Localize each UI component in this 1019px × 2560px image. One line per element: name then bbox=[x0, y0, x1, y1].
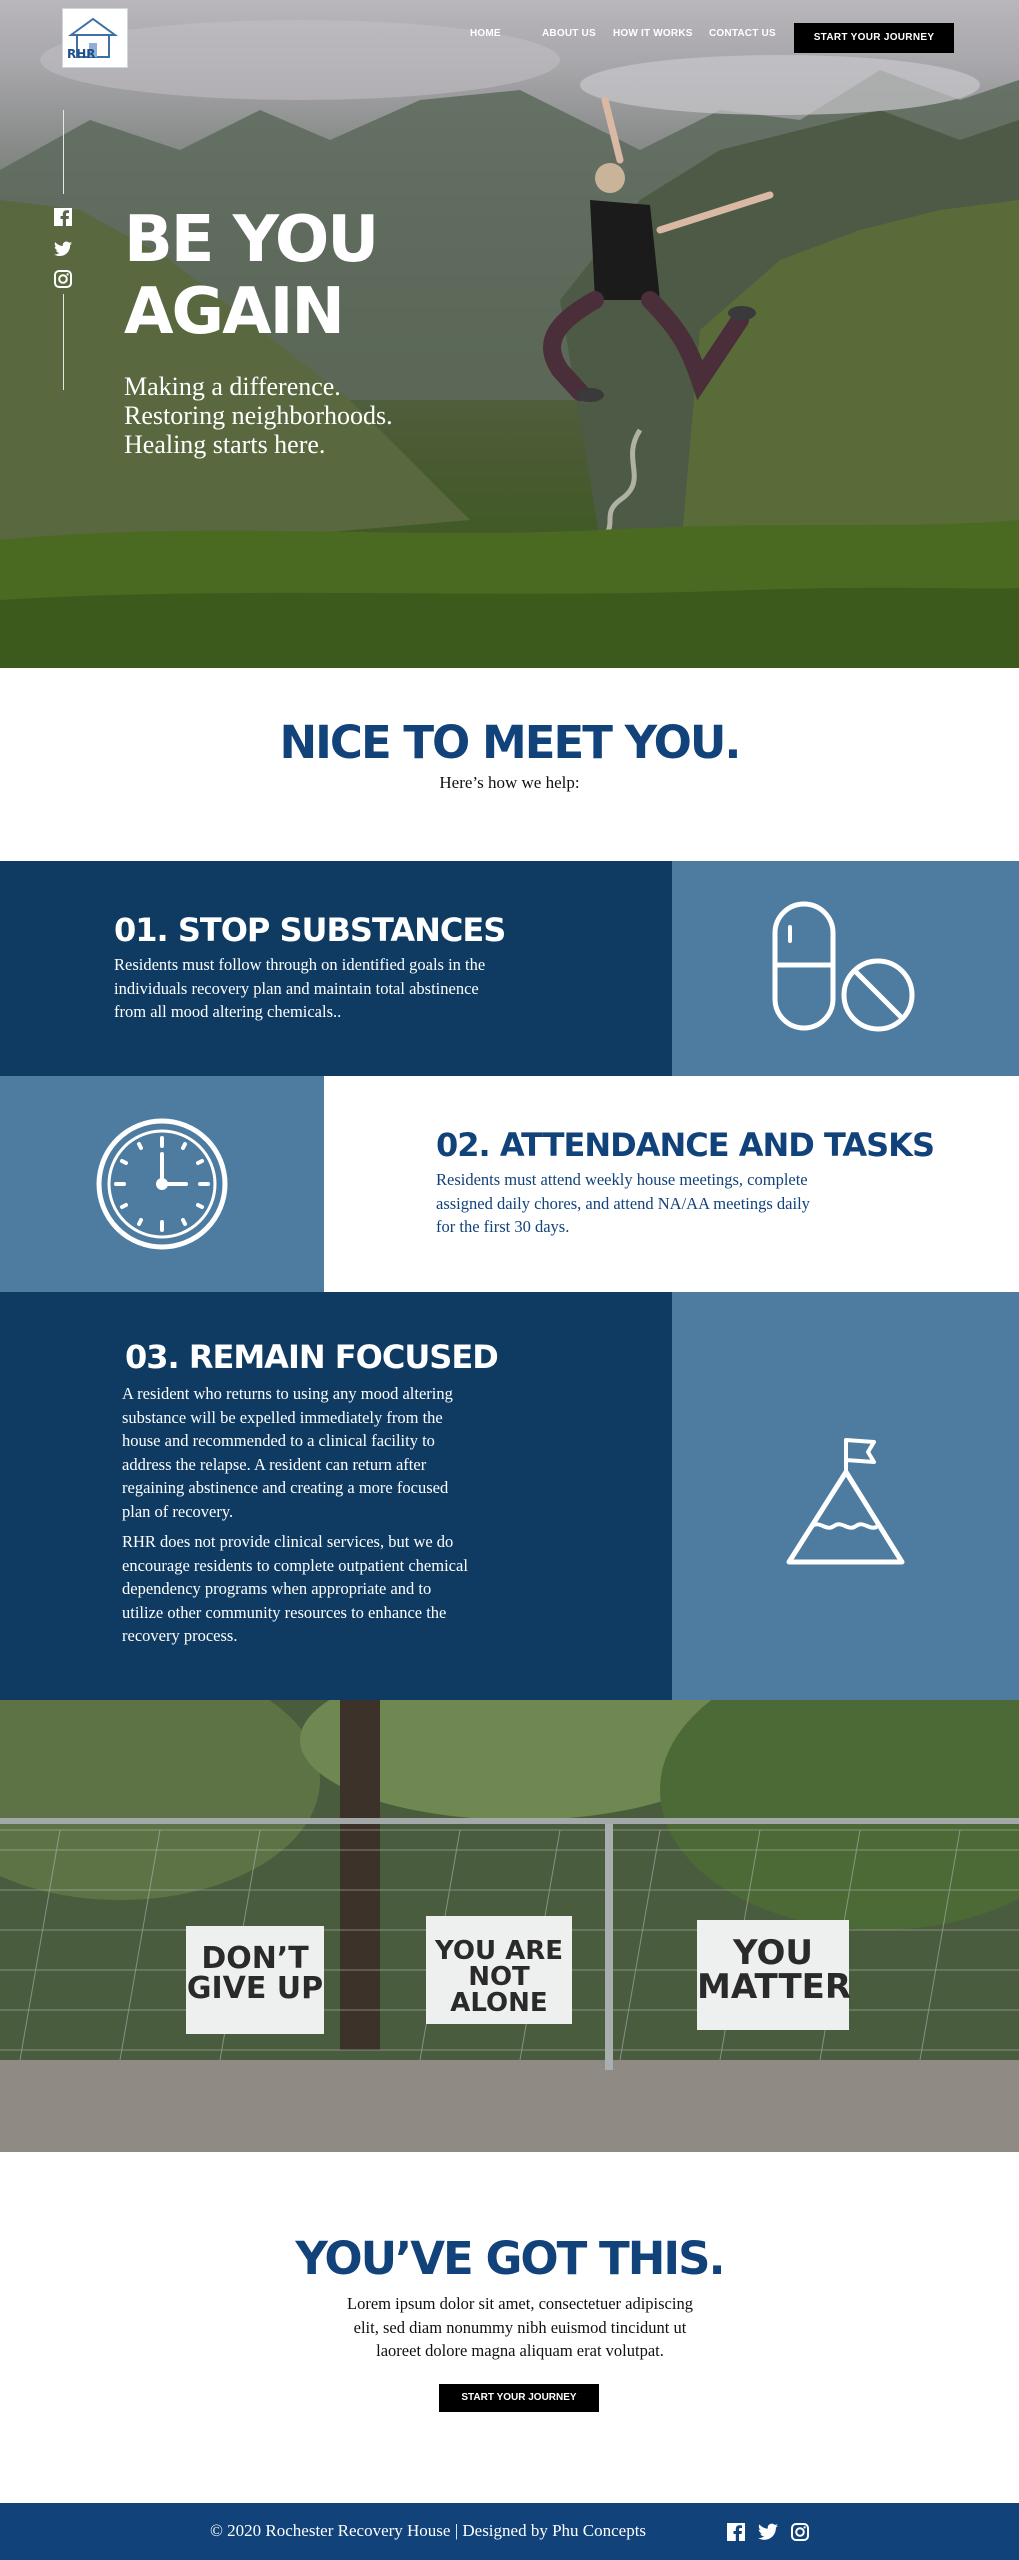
closing-start-journey-button[interactable]: START YOUR JOURNEY bbox=[439, 2384, 599, 2412]
facebook-icon[interactable] bbox=[727, 2523, 745, 2541]
step-1-body bbox=[114, 953, 634, 1024]
step-1-body-line-3: from all mood altering chemicals.. bbox=[114, 1002, 342, 1021]
step-1-title: 01. STOP SUBSTANCES bbox=[114, 911, 506, 949]
sign-2-line-1: YOU ARE bbox=[434, 1936, 564, 1966]
step-3-body-line-4: address the relapse. A resident can return after bbox=[122, 1454, 427, 1474]
social-rail-divider-top bbox=[63, 110, 64, 194]
social-rail-divider-bottom bbox=[63, 294, 64, 390]
fence-signs-photo bbox=[0, 1700, 1019, 2152]
step-3-body-line-6: plan of recovery. bbox=[122, 1501, 234, 1521]
nav-about-us[interactable]: ABOUT US bbox=[542, 28, 596, 39]
twitter-icon[interactable] bbox=[758, 2523, 778, 2541]
sign-1-line-1: DON’T bbox=[201, 1941, 309, 1976]
step-3-body-line-3: house and recommended to a clinical facility to bbox=[122, 1431, 435, 1450]
step-3-body-line-2: substance will be expelled immediately from the bbox=[122, 1407, 443, 1427]
sign-3-line-2: MATTER bbox=[697, 1967, 852, 2007]
closing-body-line-3: laoreet dolore magna aliquam erat volutpat. bbox=[376, 2341, 664, 2360]
step-3-body2-line-4: utilize other community resources to enhance the bbox=[122, 1602, 447, 1622]
step-3-body2-line-2: encourage residents to complete outpatient chemical bbox=[122, 1555, 468, 1575]
step-2-text-panel bbox=[324, 1076, 1019, 1292]
sign-you-are-not-alone bbox=[426, 1916, 572, 2024]
hero-tagline-line-1: Making a difference. bbox=[124, 372, 341, 401]
step-2-body-line-1: Residents must attend weekly house meetings, complete bbox=[436, 1170, 808, 1189]
step-3-body-line-1: A resident who returns to using any mood altering bbox=[122, 1384, 453, 1403]
hero-title bbox=[124, 204, 377, 348]
closing-body-line-1: Lorem ipsum dolor sit amet, consectetuer adipiscing bbox=[347, 2294, 693, 2313]
logo-text: RHR bbox=[67, 47, 96, 61]
step-3-body-line-5: regaining abstinence and creating a more focused bbox=[122, 1478, 449, 1497]
site-logo[interactable] bbox=[62, 8, 128, 68]
nav-contact-us[interactable]: CONTACT US bbox=[709, 28, 776, 39]
hero-tagline bbox=[124, 372, 393, 459]
facebook-icon[interactable] bbox=[54, 208, 72, 226]
step-1-body-line-2: individuals recovery plan and maintain total abstinence bbox=[114, 978, 479, 998]
sign-dont-give-up bbox=[186, 1926, 324, 2034]
step-1-text-panel bbox=[0, 861, 672, 1076]
closing-body-line-2: elit, sed diam nonummy nibh euismod tincidunt ut bbox=[353, 2317, 687, 2337]
step-3-body2-line-3: dependency programs when appropriate and to bbox=[122, 1579, 432, 1598]
sign-3-line-1: YOU bbox=[733, 1933, 813, 1973]
step-3-icon-panel bbox=[672, 1292, 1019, 1700]
step-2-body-line-2: assigned daily chores, and attend NA/AA meetings daily bbox=[436, 1193, 810, 1213]
site-footer bbox=[0, 2503, 1019, 2560]
instagram-icon[interactable] bbox=[791, 2523, 809, 2541]
sign-1-line-2: GIVE UP bbox=[186, 1971, 324, 2006]
step-3-title: 03. REMAIN FOCUSED bbox=[125, 1338, 498, 1376]
nav-home[interactable]: HOME bbox=[470, 28, 501, 39]
intro-heading: NICE TO MEET YOU. bbox=[279, 716, 740, 769]
closing-body bbox=[300, 2292, 740, 2363]
sign-you-matter bbox=[697, 1920, 852, 2030]
step-3-body-paragraph-2 bbox=[122, 1530, 582, 1648]
closing-heading: YOU’VE GOT THIS. bbox=[295, 2232, 724, 2285]
mountain-flag-icon bbox=[672, 1292, 1019, 1700]
instagram-icon[interactable] bbox=[54, 270, 72, 288]
step-2-title: 02. ATTENDANCE AND TASKS bbox=[436, 1126, 934, 1164]
footer-copyright: © 2020 Rochester Recovery House | Designed by Phu Concepts bbox=[210, 2521, 647, 2540]
hero-title-line-2: AGAIN bbox=[124, 275, 343, 349]
step-3-text-panel bbox=[0, 1292, 672, 1700]
step-1-icon-panel bbox=[672, 861, 1019, 1076]
start-journey-button[interactable]: START YOUR JOURNEY bbox=[794, 23, 954, 53]
step-2-icon-panel bbox=[0, 1076, 324, 1292]
step-1-body-line-1: Residents must follow through on identified goals in the bbox=[114, 955, 486, 974]
sign-2-line-2: NOT ALONE bbox=[450, 1962, 548, 2018]
step-3-body2-line-1: RHR does not provide clinical services, but we do bbox=[122, 1532, 454, 1551]
hero-tagline-line-2: Restoring neighborhoods. bbox=[124, 401, 393, 430]
pill-prohibited-icon bbox=[672, 861, 1019, 1076]
hero-section bbox=[0, 0, 1019, 668]
intro-subheading: Here’s how we help: bbox=[439, 773, 580, 792]
step-3-body bbox=[122, 1382, 582, 1523]
twitter-icon[interactable] bbox=[54, 240, 72, 258]
step-3-body2-line-5: recovery process. bbox=[122, 1626, 238, 1645]
clock-icon bbox=[0, 1076, 324, 1292]
step-2-body bbox=[436, 1168, 956, 1239]
nav-how-it-works[interactable]: HOW IT WORKS bbox=[613, 28, 693, 39]
hero-title-line-1: BE YOU bbox=[124, 203, 378, 277]
step-2-body-line-3: for the first 30 days. bbox=[436, 1217, 570, 1236]
hero-tagline-line-3: Healing starts here. bbox=[124, 430, 326, 459]
